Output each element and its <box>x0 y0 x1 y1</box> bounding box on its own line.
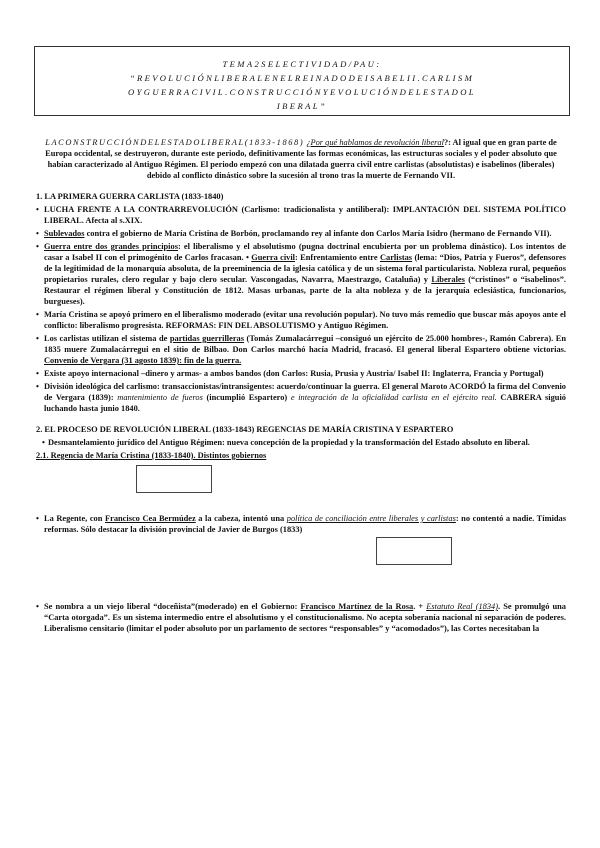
bullet-text: Se nombra a un viejo liberal “doceñista”(moderado) en el Gobierno: <box>44 602 301 611</box>
bullet-item: • Existe apoyo internacional –dinero y armas- a ambos bandos (don Carlos: Rusia, Prusia y Austria/ Isabel II: Inglaterra, Francia y Portugal) <box>36 368 566 379</box>
bullet-text: a la cabeza, intentó una <box>195 514 287 523</box>
underlined-term: Guerra civil <box>251 253 296 262</box>
intro-text: ?: Al igual que en gran parte de Europa occidental, se destruyeron, durante este periodo, definitivamente las formas económicas, las estructuras sociales y el poder absoluto que habían caracterizado al Antiguo Régimen. El periodo empezó con una dilatada guerra civil entre carlistas (absolutistas) e isabelinos (liberales) debido al conflicto dinástico sobre la sucesión al trono tras la muerte de Fernando VII. <box>45 138 557 180</box>
bullet-item <box>36 601 566 634</box>
bullet-text: Los carlistas utilizan el sistema de <box>44 334 170 343</box>
bullet-item <box>36 241 566 307</box>
section-2-heading: 2. EL PROCESO DE REVOLUCIÓN LIBERAL (1833-1843) REGENCIAS DE MARÍA CRISTINA Y ESPARTERO <box>36 425 454 434</box>
bullet-item <box>36 228 566 239</box>
title-line: TEMA2SELECTIVIDAD/PAU: <box>222 59 382 69</box>
bullet-item <box>36 333 566 366</box>
underlined-term: Carlistas <box>379 253 413 262</box>
underlined-term: Francisco Cea Bermúdez <box>104 514 196 523</box>
bullet-text: . + <box>413 602 427 611</box>
bullet-text: : no contentó a nadie. Tímidas reformas. Sólo destacar la división provincial de Javier de Burgos (1833) <box>44 514 567 534</box>
underlined-term: partidas guerrilleras <box>169 334 245 343</box>
bullet-item <box>36 381 566 414</box>
bullet-item: • María Cristina se apoyó primero en el liberalismo moderado (evitar una revolución popular). No tuvo más remedio que buscar más apoyos ante el conflicto: liberalismo progresista. REFORMAS: FIN DEL ABSOLUTISMO y Antiguo Régimen. <box>36 309 566 331</box>
bullet-text: División ideológica del carlismo: transaccionistas/intransigentes: acuerdo/continuar la guerra. El general Maroto ACORDÓ la firma del Convenio de Vergara (1839): <box>44 382 566 402</box>
title-line: IBERAL” <box>276 101 328 111</box>
bullet-text: (Tomás Zumalacárregui –consiguó un ejército de 25.000 hombres-, Ramón Cabrera). En 1835 muere Zumalacárregui en el sitio de Bilbao. Don Carlos marchó hacía Madrid, fracasó. El general liberal Espartero obtiene victorias. <box>44 334 566 354</box>
bullet-text: (lema: “Dios, Patria y Fueros”, defensores de la legitimidad de la monarquía absoluta, de la preeminencia de la iglesia católica y de un sistema foral particularista. Nobleza rural, pequeños propietarios rurales, clero regular y bajo clero secular. Vascongadas, Navarra, Maestrazgo, Cataluña) y <box>44 253 566 284</box>
bullet-text: La Regente, con <box>44 514 105 523</box>
intro-question: ¿Por qué hablamos de revolución liberal <box>306 138 444 147</box>
bullet-item: • Desmantelamiento jurídico del Antiguo Régimen: nueva concepción de la propiedad y la transformación del Estado absoluto en liberal. <box>42 437 566 448</box>
bullet-text: : el liberalismo y el absolutismo (pugna doctrinal encubierta por un problema dinástico). Los intentos de casar a Isabel II con el primogénito de Carlos fracasan. • <box>44 242 566 262</box>
italic-underlined-phrase: política de conciliación entre liberales y carlistas <box>286 514 456 523</box>
section-1-heading: 1. LA PRIMERA GUERRA CARLISTA (1833-1840) <box>36 192 224 201</box>
underlined-term: Convenio de Vergara (31 agosto 1839): fin de la guerra. <box>44 356 242 365</box>
empty-box <box>376 537 452 565</box>
intro-paragraph <box>36 137 566 181</box>
bullet-text: CABRERA siguió luchando hasta junio 1840. <box>44 393 566 413</box>
italic-phrase: e integración de la oficialidad carlista en el ejército real. <box>290 393 497 402</box>
bullet-text: (incumplió Espartero) <box>202 393 291 402</box>
italic-underlined-phrase: Estatuto Real (1834) <box>426 602 499 611</box>
bullet-text: . Se promulgó una “Carta otorgada”. Es un sistema intermedio entre el absolutismo y el constitucionalismo. No acepta soberanía nacional ni separación de poderes. Liberalismo censitario (limitar el poder absoluto por un parlamento de sectores “responsables” y “acomodados”), las Cortes necesitaban la <box>44 602 566 633</box>
intro-lead: LACONSTRUCCIÓNDELESTADOLIBERAL(1833-1868) <box>45 138 305 147</box>
empty-box <box>136 465 212 493</box>
underlined-term: Guerra entre dos grandes principios <box>44 242 178 251</box>
bullet-text: contra el gobierno de María Cristina de Borbón, proclamando rey al infante don Carlos María Isidro (hermano de Fernando VII). <box>84 229 552 238</box>
italic-phrase: mantenimiento de fueros <box>117 393 203 402</box>
underlined-term: Liberales <box>431 275 465 284</box>
bullet-text: (“cristinos” o “isabelinos”. Restaurar el régimen liberal y Constitución de 1812. Masas urbanas, parte de la alta nobleza y de la jerarquía eclesiástica, funcionarios, burgueses). <box>44 275 567 306</box>
bullet-text: : Enfrentamiento entre <box>295 253 380 262</box>
title-line: OYGUERRACIVIL.CONSTRUCCIÓNYEVOLUCIÓNDELESTADOL <box>127 87 476 97</box>
bullet-item: • LUCHA FRENTE A LA CONTRARREVOLUCIÓN (Carlismo: tradicionalista y antiliberal): IMPLANTACIÓN DEL SISTEMA POLÍTICO LIBERAL. Afecta al s.XIX. <box>36 204 566 226</box>
document-body <box>36 137 566 636</box>
subsection-heading: 2.1. Regencia de María Cristina (1833-1840). Distintos gobiernos <box>36 451 267 460</box>
underlined-term: Francisco Martínez de la Rosa <box>300 602 414 611</box>
underlined-term: Sublevados <box>44 229 85 238</box>
title-line: “REVOLUCIÓNLIBERALENELREINADODEISABELII.CARLISM <box>129 73 475 83</box>
bullet-item <box>36 513 566 535</box>
title-box <box>34 46 570 116</box>
